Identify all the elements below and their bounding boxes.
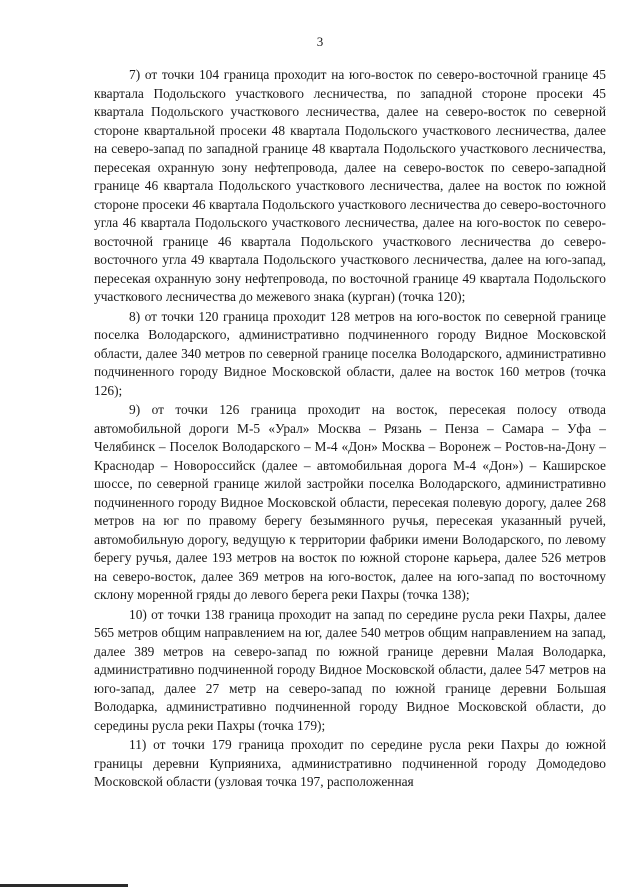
paragraph-8: 8) от точки 120 граница проходит 128 метров на юго-восток по северной границе поселка Володарского, административно подчиненного городу Видное Московской области, далее 340 метров по северной границе поселка Володарского, административно подчиненного городу Видное Московской области, далее на восток 160 метров (точка 126);	[94, 308, 606, 398]
paragraph-11: 11) от точки 179 граница проходит по середине русла реки Пахры до южной границы деревни Куприяниха, административно подчиненной городу Домодедово Московской области (узловая точка 197, расположенная	[94, 737, 606, 789]
bottom-divider-line	[0, 884, 128, 887]
page-number: 3	[316, 34, 324, 49]
document-body	[94, 66, 606, 792]
paragraph-9: 9) от точки 126 граница проходит на восток, пересекая полосу отвода автомобильной дороги М-5 «Урал» Москва – Рязань – Пенза – Самара – Уфа – Челябинск – Поселок Володарского – М-4 «Дон» Москва – Воронеж – Ростов-на-Дону – Краснодар – Новороссийск (далее – автомобильная дорога М-4 «Дон») – Каширское шоссе, по северной границе жилой застройки поселка Володарского, административно подчиненного городу Видное Московской области, пересекая полевую дорогу, далее 268 метров на юг по правому берегу безымянного ручья, пересекая указанный ручей, автомобильную дорогу, ведущую к территории фабрики имени Володарского, по левому берегу ручья, далее 193 метров на восток по южной стороне карьера, далее 526 метров на северо-восток, далее 369 метров на юго-восток, далее на юго-запад по восточному склону моренной гряды до левого берега реки Пахры (точка 138);	[94, 402, 606, 602]
paragraph-7: 7) от точки 104 граница проходит на юго-восток по северо-восточной границе 45 квартала Подольского участкового лесничества, по западной стороне просеки 45 квартала Подольского участкового лесничества, далее на северо-восток по северной стороне квартальной просеки 48 квартала Подольского участкового лесничества, далее на северо-запад по западной границе 48 квартала Подольского участкового лесничества, пересекая охранную зону нефтепровода, далее на северо-восток по северо-западной границе 46 квартала Подольского участкового лесничества, далее на восток по южной стороне просеки 46 квартала Подольского участкового лесничества до северо-восточного угла 46 квартала Подольского участкового лесничества, далее на юго-восток по северо-восточной границе 46 квартала Подольского участкового лесничества до северо-восточного угла 49 квартала Подольского участкового лесничества, далее на юго-запад, пересекая охранную зону нефтепровода, по восточной границе 49 квартала Подольского участкового лесничества до межевого знака (курган) (точка 120);	[94, 67, 606, 304]
paragraph-10: 10) от точки 138 граница проходит на запад по середине русла реки Пахры, далее 565 метров общим направлением на юг, далее 540 метров общим направлением на запад, далее 389 метров на северо-запад по южной границе деревни Малая Володарка, административно подчиненной городу Видное Московской области, далее 547 метров на юго-запад, далее 27 метр на северо-запад по южной границе деревни Большая Володарка, административно подчиненной городу Видное Московской области, до середины русла реки Пахры (точка 179);	[94, 606, 606, 733]
